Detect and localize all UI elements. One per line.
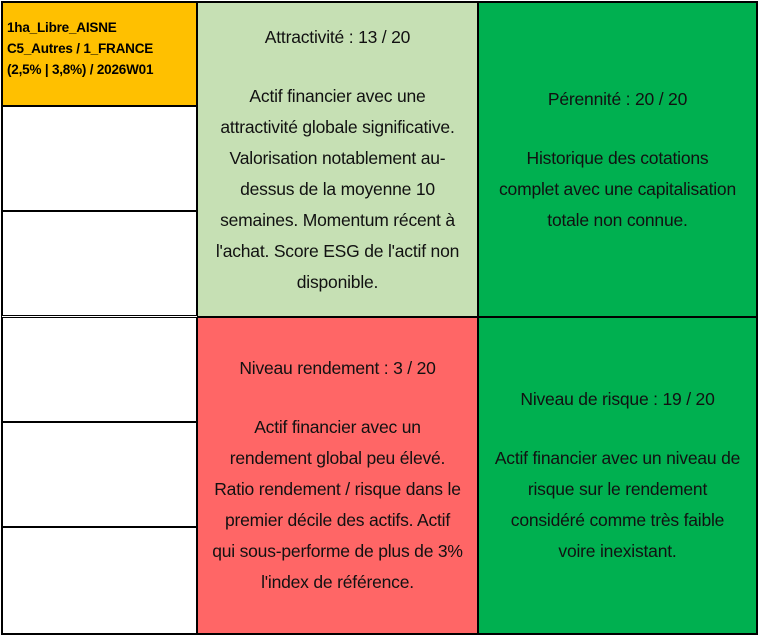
attractivite-line: l'achat. Score ESG de l'actif non [215,240,460,261]
perennite-line: Historique des cotations [526,147,709,168]
attractivite-card[interactable] [197,2,478,317]
risque-card[interactable] [478,317,757,634]
rendement-title: Niveau rendement : 3 / 20 [239,358,436,378]
empty-cell-5[interactable] [2,527,197,634]
rendement-body [212,412,463,598]
risque-line: risque sur le rendement [527,479,708,499]
risque-line: voire inexistant. [558,541,677,561]
empty-cell-3[interactable] [2,317,197,422]
attractivite-line: attractivité globale significative. [220,116,455,137]
rendement-line: qui sous-performe de plus de 3% [212,541,463,561]
perennite-line: complet avec une capitalisation [499,178,736,199]
perennite-title: Pérennité : 20 / 20 [547,88,688,109]
attractivite-line: dessus de la moyenne 10 [240,178,435,199]
attractivite-line: Valorisation notablement au- [229,147,446,168]
rendement-line: l'index de référence. [261,572,414,592]
risque-title: Niveau de risque : 19 / 20 [520,389,715,409]
rendement-line: premier décile des actifs. Actif [224,510,451,530]
empty-cell-4[interactable] [2,422,197,527]
rendement-line: rendement global peu élevé. [229,448,446,468]
asset-tag-line3: (2,5% | 3,8%) / 2026W01 [7,62,154,77]
perennite-card[interactable] [478,2,757,317]
attractivite-title: Attractivité : 13 / 20 [264,26,411,47]
risque-line: Actif financier avec un niveau de [494,448,741,468]
attractivite-line: Actif financier avec une [249,85,426,106]
rendement-line: Actif financier avec un [254,417,421,437]
empty-cell-2[interactable] [2,211,197,316]
perennite-line: totale non connue. [547,209,688,230]
rendement-line: Ratio rendement / risque dans le [214,479,461,499]
empty-cell-1[interactable] [2,106,197,211]
attractivite-line: semaines. Momentum récent à [220,209,455,230]
perennite-body [499,143,736,236]
risque-line: considéré comme très faible [510,510,725,530]
rendement-card[interactable] [197,317,478,634]
asset-tag-cell[interactable] [2,2,197,106]
asset-tag-line1: 1ha_Libre_AISNE [7,20,117,35]
attractivite-line: disponible. [296,271,379,292]
attractivite-body [216,81,459,298]
risque-body [495,443,740,567]
asset-tag-line2: C5_Autres / 1_FRANCE [7,41,154,56]
score-sheet [1,1,758,635]
